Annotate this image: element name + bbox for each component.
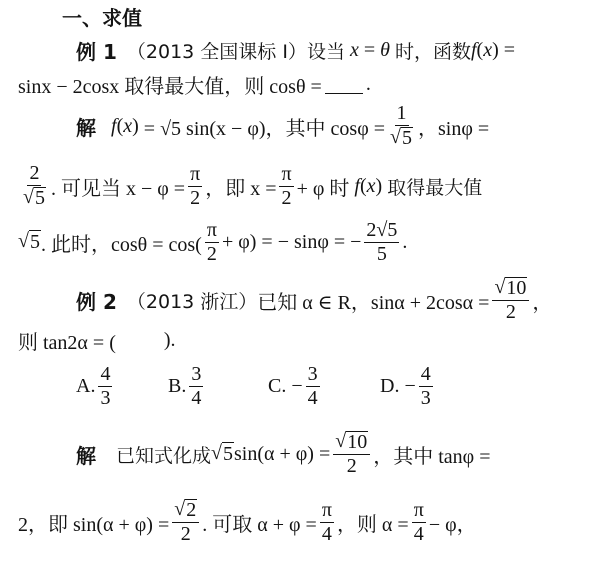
example1-math-fx: f(x) =	[470, 38, 516, 61]
solution1-p4: ，即 x =	[205, 177, 277, 200]
solution2-line2	[18, 492, 600, 552]
frac-num: π	[206, 218, 217, 241]
example1-source: （2013 全国课标 Ⅰ）	[126, 40, 307, 63]
fraction-pi-over-2	[279, 164, 293, 209]
option-sign: −	[404, 374, 416, 397]
solution1-p7: . 此时，cosθ = cos(	[40, 233, 202, 256]
example2-label: 例 2	[76, 289, 117, 314]
option-letter: D.	[380, 374, 400, 397]
frac-den: 4	[307, 386, 318, 409]
example1-stem-b: 时，函数	[394, 40, 471, 63]
sqrt5: √ 5	[18, 230, 40, 253]
frac-den: 2	[281, 186, 292, 209]
frac-den: 2	[206, 242, 217, 265]
solution1-p9: .	[402, 230, 408, 253]
radicand: 5	[34, 187, 45, 209]
frac-num: π	[281, 162, 292, 185]
frac-den: 3	[420, 386, 431, 409]
option-a[interactable]	[76, 364, 168, 409]
fraction-pi-over-4	[320, 500, 334, 545]
frac-num: √ 10	[492, 277, 529, 301]
solution2-p4: 2，即 sin(α + φ) =	[18, 513, 170, 536]
solution2-p3: ，其中 tanφ =	[373, 445, 491, 468]
option-fraction	[306, 364, 320, 409]
example2-stem-d: ).	[163, 328, 176, 351]
frac-num: √ 2	[172, 499, 199, 523]
solution1-p2: ，sinφ =	[418, 117, 490, 140]
solution1-p6: 取得最大值	[387, 176, 483, 199]
frac-num: 2	[29, 162, 40, 184]
fraction-pi-over-2	[188, 164, 202, 209]
frac-den: 5	[376, 242, 387, 265]
example1-label: 例 1	[76, 39, 117, 64]
sqrt5: √ 5	[211, 442, 233, 465]
radicand: 5	[29, 231, 40, 253]
frac-den: 2	[346, 455, 357, 477]
example1-stem-c: sinx − 2cosx 取得最大值，则 cosθ =	[18, 75, 322, 98]
solution2-line1	[76, 424, 600, 484]
frac-num: 3	[191, 362, 202, 385]
solution1-p8: + φ) = − sinφ = −	[221, 230, 362, 253]
solution2-p6: ，则 α =	[336, 513, 409, 536]
option-letter: C.	[268, 374, 287, 397]
solution1-line3	[18, 212, 600, 272]
solution1-math-fx: f(x)	[111, 114, 144, 137]
solution2-label: 解	[76, 443, 96, 468]
example2-stem-b: ，	[532, 291, 553, 314]
example2-options	[76, 356, 600, 416]
option-letter: A.	[76, 374, 96, 397]
frac-den: 2	[180, 523, 191, 545]
frac-num: π	[321, 498, 332, 521]
option-d[interactable]	[380, 364, 436, 409]
frac-den: 4	[191, 386, 202, 409]
solution2-p1: 已知式化成	[116, 444, 212, 467]
frac-den: 3	[100, 386, 111, 409]
solution1-math-fx2: f(x)	[354, 174, 388, 197]
solution2-p7: − φ，	[428, 513, 477, 536]
option-fraction	[419, 364, 433, 409]
frac-num: π	[190, 162, 201, 185]
radicand: 2	[186, 499, 197, 521]
fraction-pi-over-4	[412, 500, 426, 545]
option-fraction	[98, 364, 112, 409]
solution1-label: 解	[76, 115, 96, 140]
solution2-p5: . 可取 α + φ =	[202, 513, 317, 536]
frac-den: 2	[190, 186, 201, 209]
fraction-2sqrt5-over-5	[364, 220, 399, 265]
fraction-sqrt10-over-2	[492, 277, 529, 323]
frac-den: 4	[321, 522, 332, 545]
section-title: 一、求值	[62, 6, 142, 30]
option-letter: B.	[168, 374, 187, 397]
example1-stem-end: .	[365, 72, 371, 95]
frac-num: 3	[307, 362, 318, 385]
example2-stem-c: 则 tan2α = (	[18, 331, 116, 354]
frac-num: √ 10	[333, 431, 370, 455]
solution2-p2: sin(α + φ) =	[234, 442, 331, 465]
frac-num: 4	[100, 362, 111, 385]
radicand: 5	[223, 443, 233, 465]
option-fraction	[189, 364, 203, 409]
option-b[interactable]	[168, 364, 268, 409]
frac-num: 4	[420, 362, 431, 385]
frac-den: √ 5	[390, 126, 413, 149]
frac-den: 4	[413, 522, 424, 545]
frac-num: 2√5	[366, 218, 398, 241]
fraction-sqrt2-over-2	[172, 499, 199, 545]
solution1-line2	[18, 156, 600, 216]
fraction-sqrt10-over-2	[333, 431, 370, 477]
frac-num: π	[413, 498, 424, 521]
frac-num: 1	[396, 102, 407, 124]
solution1-p1: = √5 sin(x − φ)，其中 cosφ =	[143, 117, 386, 140]
example1-stem-a: 设当	[306, 40, 345, 63]
answer-blank	[325, 75, 363, 94]
option-c[interactable]	[268, 364, 380, 409]
frac-den: √ 5	[23, 186, 45, 209]
radicand: 10	[506, 277, 527, 299]
radicand: 5	[402, 127, 413, 149]
fraction-1-over-sqrt5	[388, 103, 415, 149]
solution1-p3: . 可见当 x − φ =	[50, 177, 186, 200]
frac-den: 2	[505, 301, 516, 323]
example2-source: （2013 浙江）	[126, 290, 258, 313]
solution1-line1	[76, 96, 600, 156]
radicand: 10	[347, 431, 368, 453]
option-sign: −	[291, 374, 303, 397]
example1-math-x-theta: x = θ	[349, 38, 390, 61]
example2-stem-a: 已知 α ∈ R，sinα + 2cosα =	[257, 291, 490, 314]
fraction-pi-over-2	[205, 220, 219, 265]
solution1-p5: + φ 时	[296, 177, 350, 200]
fraction-2-over-sqrt5	[21, 163, 48, 209]
